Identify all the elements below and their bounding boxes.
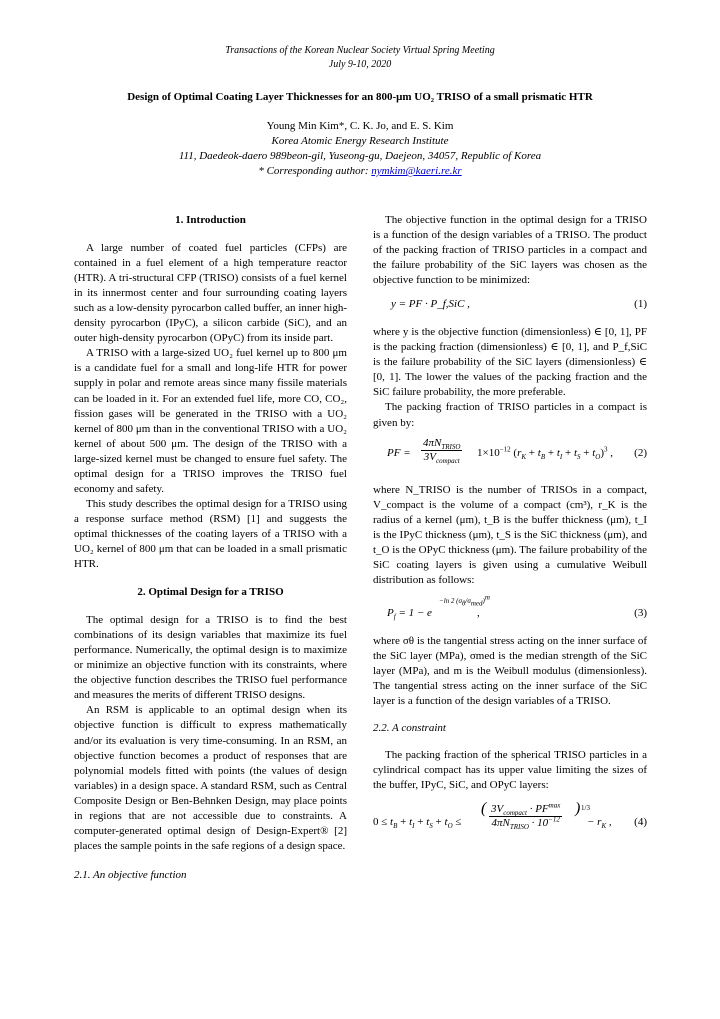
paragraph: A TRISO with a large-sized UO₂ fuel kernel up to 800 μm is a candidate fuel for a small and long-life HTR for power supply in polar and remote areas since many fissile materials can be loaded in it. For an extended fuel life, more CO, CO₂, fission gases will be generated in the TRISO with a UO₂ kernel of 800 μm than in the conventional TRISO with a UO₂ kernel of about 500 μm. The design of the TRISO with a large-sized kernel must be changed to ensure fuel safety. The optimal design for a TRISO improves the TRISO fuel economy and safety. xyxy=(74,347,347,495)
author-block xyxy=(0,119,720,179)
paragraph: where y is the objective function (dimensionless) ∈ [0, 1], PF is the packing fraction (dimensionless) ∈ [0, 1], and P_f,SiC is the failure probability of the SiC layers (dimensionless) ∈ [0, 1]. The lower the values of the packing fraction and the SiC failure probability, the more preferable. xyxy=(373,326,647,399)
paper-title: Design of Optimal Coating Layer Thicknesses for an 800-μm UO₂ TRISO of a small prismatic HTR xyxy=(127,91,593,103)
equation-number: (1) xyxy=(634,298,647,311)
address: 111, Daedeok-daero 989beon-gil, Yuseong-gu, Daejeon, 34057, Republic of Korea xyxy=(178,150,542,162)
corresponding-label: * Corresponding author: xyxy=(258,165,372,177)
conference-name: Transactions of the Korean Nuclear Society Virtual Spring Meeting xyxy=(225,45,495,56)
right-column xyxy=(373,213,647,841)
conference-dates: July 9-10, 2020 xyxy=(328,59,392,70)
equation-number: (4) xyxy=(634,816,647,829)
paragraph: A large number of coated fuel particles (CFPs) are contained in a fuel element of a high temperature reactor (HTR). A tri-structural CFP (TRISO) consists of a fuel kernel in its innermost center and four surrounding coating layers such as a low-density pyrocarbon called buffer, an inner high-density pyrocarbon (IPyC), a silicon carbide (SiC), and an outer high-density pyrocarbon (OPyC) from its inside part. xyxy=(74,242,347,345)
paragraph: The objective function in the optimal design for a TRISO is a function of the design variables of a TRISO. The product of the packing fraction of TRISO particles in a compact and the failure probability of the SiC layers was chosen as the objective function to be minimized: xyxy=(373,214,647,287)
paragraph: The optimal design for a TRISO is to find the best combinations of its design variables that maximize its fuel performance. Numerically, the optimal design is to maximize or minimize an objective function with its constraints, where the objective function describes the TRISO fuel performance and measures the merits of different TRISO designs. xyxy=(74,614,347,702)
paragraph: The packing fraction of TRISO particles in a compact is given by: xyxy=(373,401,647,429)
section-heading-introduction: 1. Introduction xyxy=(175,214,246,226)
affiliation: Korea Atomic Energy Research Institute xyxy=(271,135,449,147)
equation-number: (2) xyxy=(634,446,647,459)
paragraph: The packing fraction of the spherical TRISO particles in a cylindrical compact has its upper value limiting the sizes of the buffer, IPyC, SiC, and OPyC layers: xyxy=(373,749,647,792)
equation-1-body: y = PF · P_f,SiC , xyxy=(391,298,470,311)
paragraph: An RSM is applicable to an optimal design when its objective function is difficult to express mathematically and/or its evaluation is very time-consuming. In an RSM, an objective function becomes a product of responses that are polynomial models fitted with points (the values of design variables) in a design space. A standard RSM, such as Central Composite Design or Ben-Behnken Design, may place points in regions that are not accessible due to constraints. A computer-generated optimal design of Design-Expert® [2] places the sample points in the safe regions of a design space. xyxy=(74,704,347,852)
paragraph: where σθ is the tangential stress acting on the inner surface of the SiC layer (MPa), σmed is the median strength of the SiC layer (MPa), and m is the Weibull modulus (dimensionless). The tangential stress acting on the inner surface of the SiC layer is a function of the design variables of a TRISO. xyxy=(373,634,647,708)
paragraph: where N_TRISO is the number of TRISOs in a compact, V_compact is the volume of a compact (cm³), r_K is the radius of a kernel (μm), t_B is the buffer thickness (μm), t_I is the IPyC thickness (μm), t_S is the SiC thickness (μm), and t_O is the OPyC thickness (μm). The failure probability of the SiC coating layers is given using a cumulative Weibull distribution as follows: xyxy=(373,483,647,586)
conference-header xyxy=(0,44,720,72)
subsection-heading-objective: 2.1. An objective function xyxy=(74,868,187,881)
paragraph: This study describes the optimal design for a TRISO using a response surface method (RSM) [1] and suggests the optimal thicknesses of the coating layers of a TRISO with a UO₂ kernel of 800 μm that can be loaded in a small prismatic HTR. xyxy=(74,497,347,571)
author-names: Young Min Kim*, C. K. Jo, and E. S. Kim xyxy=(266,120,454,132)
subsection-heading-constraint: 2.2. A constraint xyxy=(373,722,446,735)
equation-number: (3) xyxy=(634,606,647,619)
equation-3: $P_f = 1 - e$ −ln 2 $(\sigma_\theta/\sigma_{med})^m$ , (3) xyxy=(387,593,647,622)
equation-1 xyxy=(373,297,647,319)
equation-2: PF = $4\pi N_{TRISO}$ $3V_{compact}$ $1\times 10^{-12}$ $(r_K + t_B + t_I + t_S + t_O)^3$ , (2) xyxy=(387,436,647,465)
equation-4: $0 \le t_B + t_I + t_S + t_O$ ≤ ( $3V_{compact} \cdot PF^{max}$ $4\pi N_{TRISO} \cdot 10^{-12}$ ) 1/3 − $r_K$ , (4) xyxy=(373,800,647,832)
section-heading-optimal-design: 2. Optimal Design for a TRISO xyxy=(137,586,284,599)
left-column xyxy=(74,213,347,883)
email-link[interactable]: nymkim@kaeri.re.kr xyxy=(371,165,462,177)
corresponding-author xyxy=(0,164,720,179)
